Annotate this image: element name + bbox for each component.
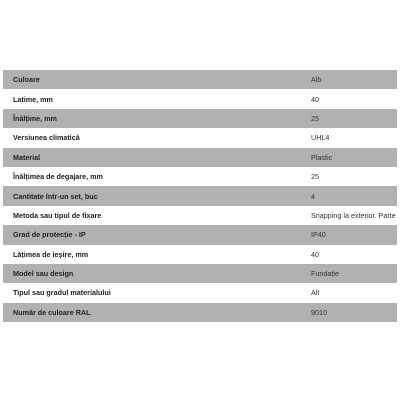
- spec-row: [3, 264, 397, 283]
- spec-label: Metoda sau tipul de fixare: [3, 206, 307, 225]
- spec-label: Culoare: [3, 70, 307, 89]
- spec-row: [3, 186, 397, 205]
- spec-label: Cantitate într-un set, buc: [3, 186, 307, 205]
- spec-value: 4: [307, 186, 397, 205]
- spec-value: Fundație: [307, 264, 397, 283]
- spec-row: [3, 225, 397, 244]
- spec-row: [3, 283, 397, 302]
- spec-row: [3, 245, 397, 264]
- spec-row: [3, 206, 397, 225]
- spec-value: UHL4: [307, 128, 397, 147]
- spec-label: Material: [3, 148, 307, 167]
- spec-row: [3, 303, 397, 322]
- spec-label: Latime, mm: [3, 89, 307, 108]
- spec-value: Snapping la exterior. Parte: [307, 206, 397, 225]
- spec-value: Alt: [307, 283, 397, 302]
- spec-value: 25: [307, 109, 397, 128]
- spec-value: IP40: [307, 225, 397, 244]
- spec-label: Înălțime, mm: [3, 109, 307, 128]
- spec-value: 40: [307, 89, 397, 108]
- spec-label: Tipul sau gradul materialului: [3, 283, 307, 302]
- spec-label: Grad de protecție - IP: [3, 225, 307, 244]
- spec-row: [3, 167, 397, 186]
- spec-row: [3, 128, 397, 147]
- spec-value: Alb: [307, 70, 397, 89]
- spec-value: 9010: [307, 303, 397, 322]
- spec-row: [3, 148, 397, 167]
- spec-value: 40: [307, 245, 397, 264]
- spec-value: 25: [307, 167, 397, 186]
- spec-row: [3, 109, 397, 128]
- spec-label: Înălțimea de degajare, mm: [3, 167, 307, 186]
- spec-table: [3, 70, 397, 322]
- spec-label: Număr de culoare RAL: [3, 303, 307, 322]
- spec-value: Plastic: [307, 148, 397, 167]
- spec-label: Model sau design: [3, 264, 307, 283]
- spec-row: [3, 70, 397, 89]
- spec-row: [3, 89, 397, 108]
- spec-label: Lățimea de ieșire, mm: [3, 245, 307, 264]
- spec-label: Versiunea climatică: [3, 128, 307, 147]
